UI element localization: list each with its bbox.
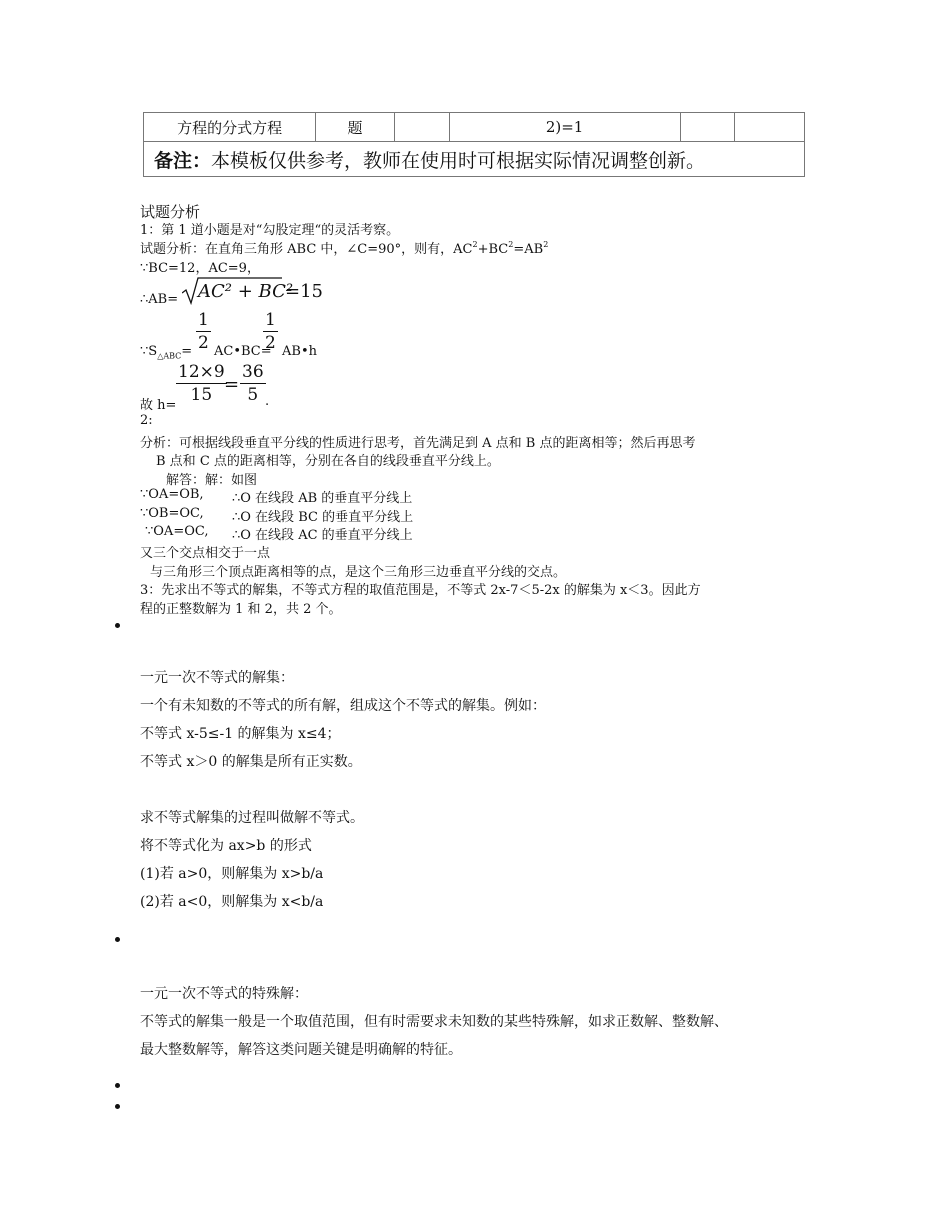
period: . (265, 394, 270, 409)
q2-step-3b: ∴O 在线段 AC 的垂直平分线上 (232, 528, 413, 543)
section1-line: (1)若 a>0，则解集为 x>b/a (140, 866, 324, 882)
q1-ab-prefix: ∴AB= (140, 292, 179, 307)
q2-step-2b: ∴O 在线段 BC 的垂直平分线上 (232, 510, 414, 525)
area-end: AB•h (282, 344, 317, 359)
h-prefix: 故 h= (140, 398, 177, 413)
equals-sign: = (224, 374, 240, 395)
table-row (144, 113, 805, 142)
table-row (144, 142, 805, 177)
area-eq: = (181, 344, 193, 359)
superscript: 2 (508, 240, 514, 249)
q1-text-c: =AB (513, 242, 544, 257)
q3-line-2: 程的正整数解为 1 和 2，共 2 个。 (140, 602, 342, 617)
q2-step-4: 又三个交点相交于一点 (140, 546, 271, 561)
table-cell (394, 113, 449, 142)
section1-line: 将不等式化为 ax>b 的形式 (140, 838, 312, 854)
note-cell (144, 142, 805, 177)
q2-step-2a: ∵OB=OC, (140, 506, 204, 521)
area-mid: AC•BC= (214, 344, 272, 359)
q2-step-3a: ∵OA=OC, (145, 524, 209, 539)
q1-text-a: 试题分析：在直角三角形 ABC 中，∠C=90°，则有，AC (140, 242, 473, 257)
q2-answer: 解答：解：如图 (166, 473, 258, 488)
q1-line (140, 238, 548, 257)
table-cell (735, 113, 805, 142)
q2-number: 2: (140, 413, 153, 428)
bullet-icon (115, 1104, 120, 1109)
bullet-icon (115, 1083, 120, 1088)
ab-result: =15 (285, 281, 323, 302)
section1-line: 不等式 x-5≤-1 的解集为 x≤4； (140, 726, 341, 742)
section1-line: (2)若 a<0，则解集为 x<b/a (140, 894, 324, 910)
section1-line: 求不等式解集的过程叫做解不等式。 (140, 810, 364, 826)
analysis-heading: 试题分析 (140, 203, 201, 221)
q2-step-1a: ∵OA=OB, (140, 487, 204, 502)
fraction-h1 (176, 362, 227, 405)
fraction-denominator: 15 (190, 385, 213, 405)
note-text: 本模板仅供参考，教师在使用时可根据实际情况调整创新。 (211, 149, 706, 172)
q1-area-line (140, 344, 192, 361)
section2-title: 一元一次不等式的特殊解： (140, 986, 308, 1002)
superscript: 2 (472, 240, 478, 249)
q1-text-b: +BC (477, 242, 509, 257)
fraction-numerator: 12×9 (178, 362, 225, 382)
bullet-icon (115, 623, 120, 628)
fraction-denominator: 5 (247, 385, 259, 405)
fraction-numerator: 1 (265, 310, 276, 330)
q2-step-1b: ∴O 在线段 AB 的垂直平分线上 (232, 491, 413, 506)
q3-line-1: 3：先求出不等式的解集，不等式方程的取值范围是，不等式 2x-7＜5-2x 的解集为 x＜3。因此方 (140, 583, 701, 598)
q2-step-5: 与三角形三个顶点距离相等的点，是这个三角形三边垂直平分线的交点。 (150, 565, 567, 580)
q1-intro: 1：第 1 道小题是对“勾股定理“的灵活考察。 (140, 223, 400, 238)
area-subscript: △ABC (157, 351, 182, 361)
table-cell (680, 113, 735, 142)
superscript: 2 (543, 240, 549, 249)
fraction-denominator: 2 (198, 333, 209, 353)
fraction-numerator: 1 (198, 310, 209, 330)
section1-line: 不等式 x＞0 的解集是所有正实数。 (140, 754, 362, 770)
fraction-half (196, 310, 211, 353)
fraction-numerator: 36 (242, 362, 264, 382)
bullet-icon (115, 937, 120, 942)
area-prefix: ∵S (140, 344, 158, 359)
note-label: 备注： (154, 149, 212, 172)
table-cell: 方程的分式方程 (144, 113, 316, 142)
fraction-half (263, 310, 278, 353)
q2-analysis-2: B 点和 C 点的距离相等，分别在各自的线段垂直平分线上。 (156, 454, 500, 469)
fraction-denominator: 2 (265, 333, 276, 353)
section2-line: 最大整数解等，解答这类问题关键是明确解的特征。 (140, 1042, 462, 1058)
table-cell: 题 (316, 113, 395, 142)
radicand: AC² + BC² (198, 281, 294, 302)
section2-line: 不等式的解集一般是一个取值范围，但有时需要求未知数的某些特殊解，如求正数解、整数解、 (140, 1014, 728, 1030)
section1-line: 一个有未知数的不等式的所有解，组成这个不等式的解集。例如： (140, 698, 546, 714)
q1-given: ∵BC=12，AC=9， (140, 261, 260, 276)
section1-title: 一元一次不等式的解集： (140, 670, 294, 686)
fraction-h2 (240, 362, 266, 405)
template-table (143, 112, 805, 177)
q2-analysis-1: 分析：可根据线段垂直平分线的性质进行思考，首先满足到 A 点和 B 点的距离相等；然后再思考 (140, 436, 696, 451)
table-cell: 2)=1 (449, 113, 680, 142)
